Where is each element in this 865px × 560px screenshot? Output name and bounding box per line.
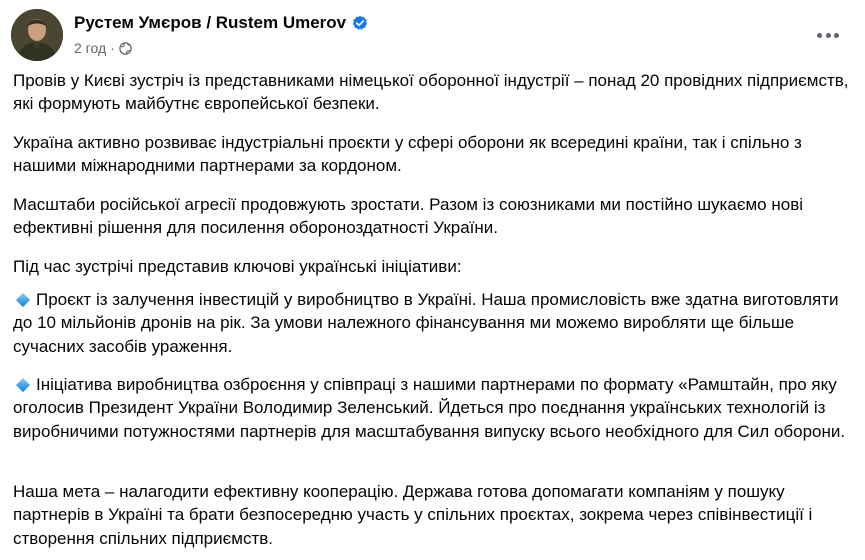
more-options-icon[interactable] [817,31,839,39]
meta-separator: · [110,40,115,56]
post-paragraph: Під час зустрічі представив ключові українські ініціативи: [13,257,462,276]
blue-diamond-icon [16,292,30,306]
post-header [11,9,865,61]
post-timestamp[interactable]: 2 год [74,40,107,56]
verified-badge-icon [352,15,368,31]
post-paragraph: Україна активно розвиває індустріальні проєкти у сфері оборони як всередині країни, так і спільно з нашими міжнародними партнерами за кордоном. [13,133,802,176]
bullet-text: Ініціатива виробництва озброєння у співпраці з нашими партнерами по формату «Рамштайн, про яку оголосив Президент України Володимир Зеленський. Йдеться про поєднання українських технологій із виробничими потужностями партнерів для масштабування випуску всього необхідного для Сил оборони. [13,375,846,441]
avatar-image [11,9,63,61]
post-paragraph: Масштаби російської агресії продовжують зростати. Разом із союзниками ми постійно шукаємо нові ефективні рішення для посилення обороноздатності України. [13,195,804,238]
avatar[interactable] [11,9,63,61]
globe-icon[interactable] [119,42,132,55]
post-paragraph: Наша мета – налагодити ефективну кооперацію. Держава готова допомагати компаніям у пошуку партнерів в Україні та брати безпосередню участь у спільних проєктах, зокрема через співінвестиції і створення спільних підприємств. [13,482,813,548]
blue-diamond-icon [16,377,30,391]
author-name[interactable] [74,13,368,33]
post-bullet-item [13,288,853,358]
more-dot [834,33,839,38]
post-paragraph: Провів у Києві зустріч із представниками німецької оборонної індустрії – понад 20 провідних підприємств, які формують майбутнє європейської безпеки. [13,71,849,114]
author-name-text[interactable]: Рустем Умєров / Rustem Umerov [74,13,347,32]
post-bullet-item [13,373,853,443]
post-meta [74,40,132,56]
more-dot [817,33,822,38]
bullet-text: Проєкт із залучення інвестицій у виробництво в Україні. Наша промисловість вже здатна виготовляти до 10 мільйонів дронів на рік. За умови належного фінансування ми можемо виробляти ще більше сучасних засобів ураження. [13,290,839,356]
more-dot [826,33,831,38]
